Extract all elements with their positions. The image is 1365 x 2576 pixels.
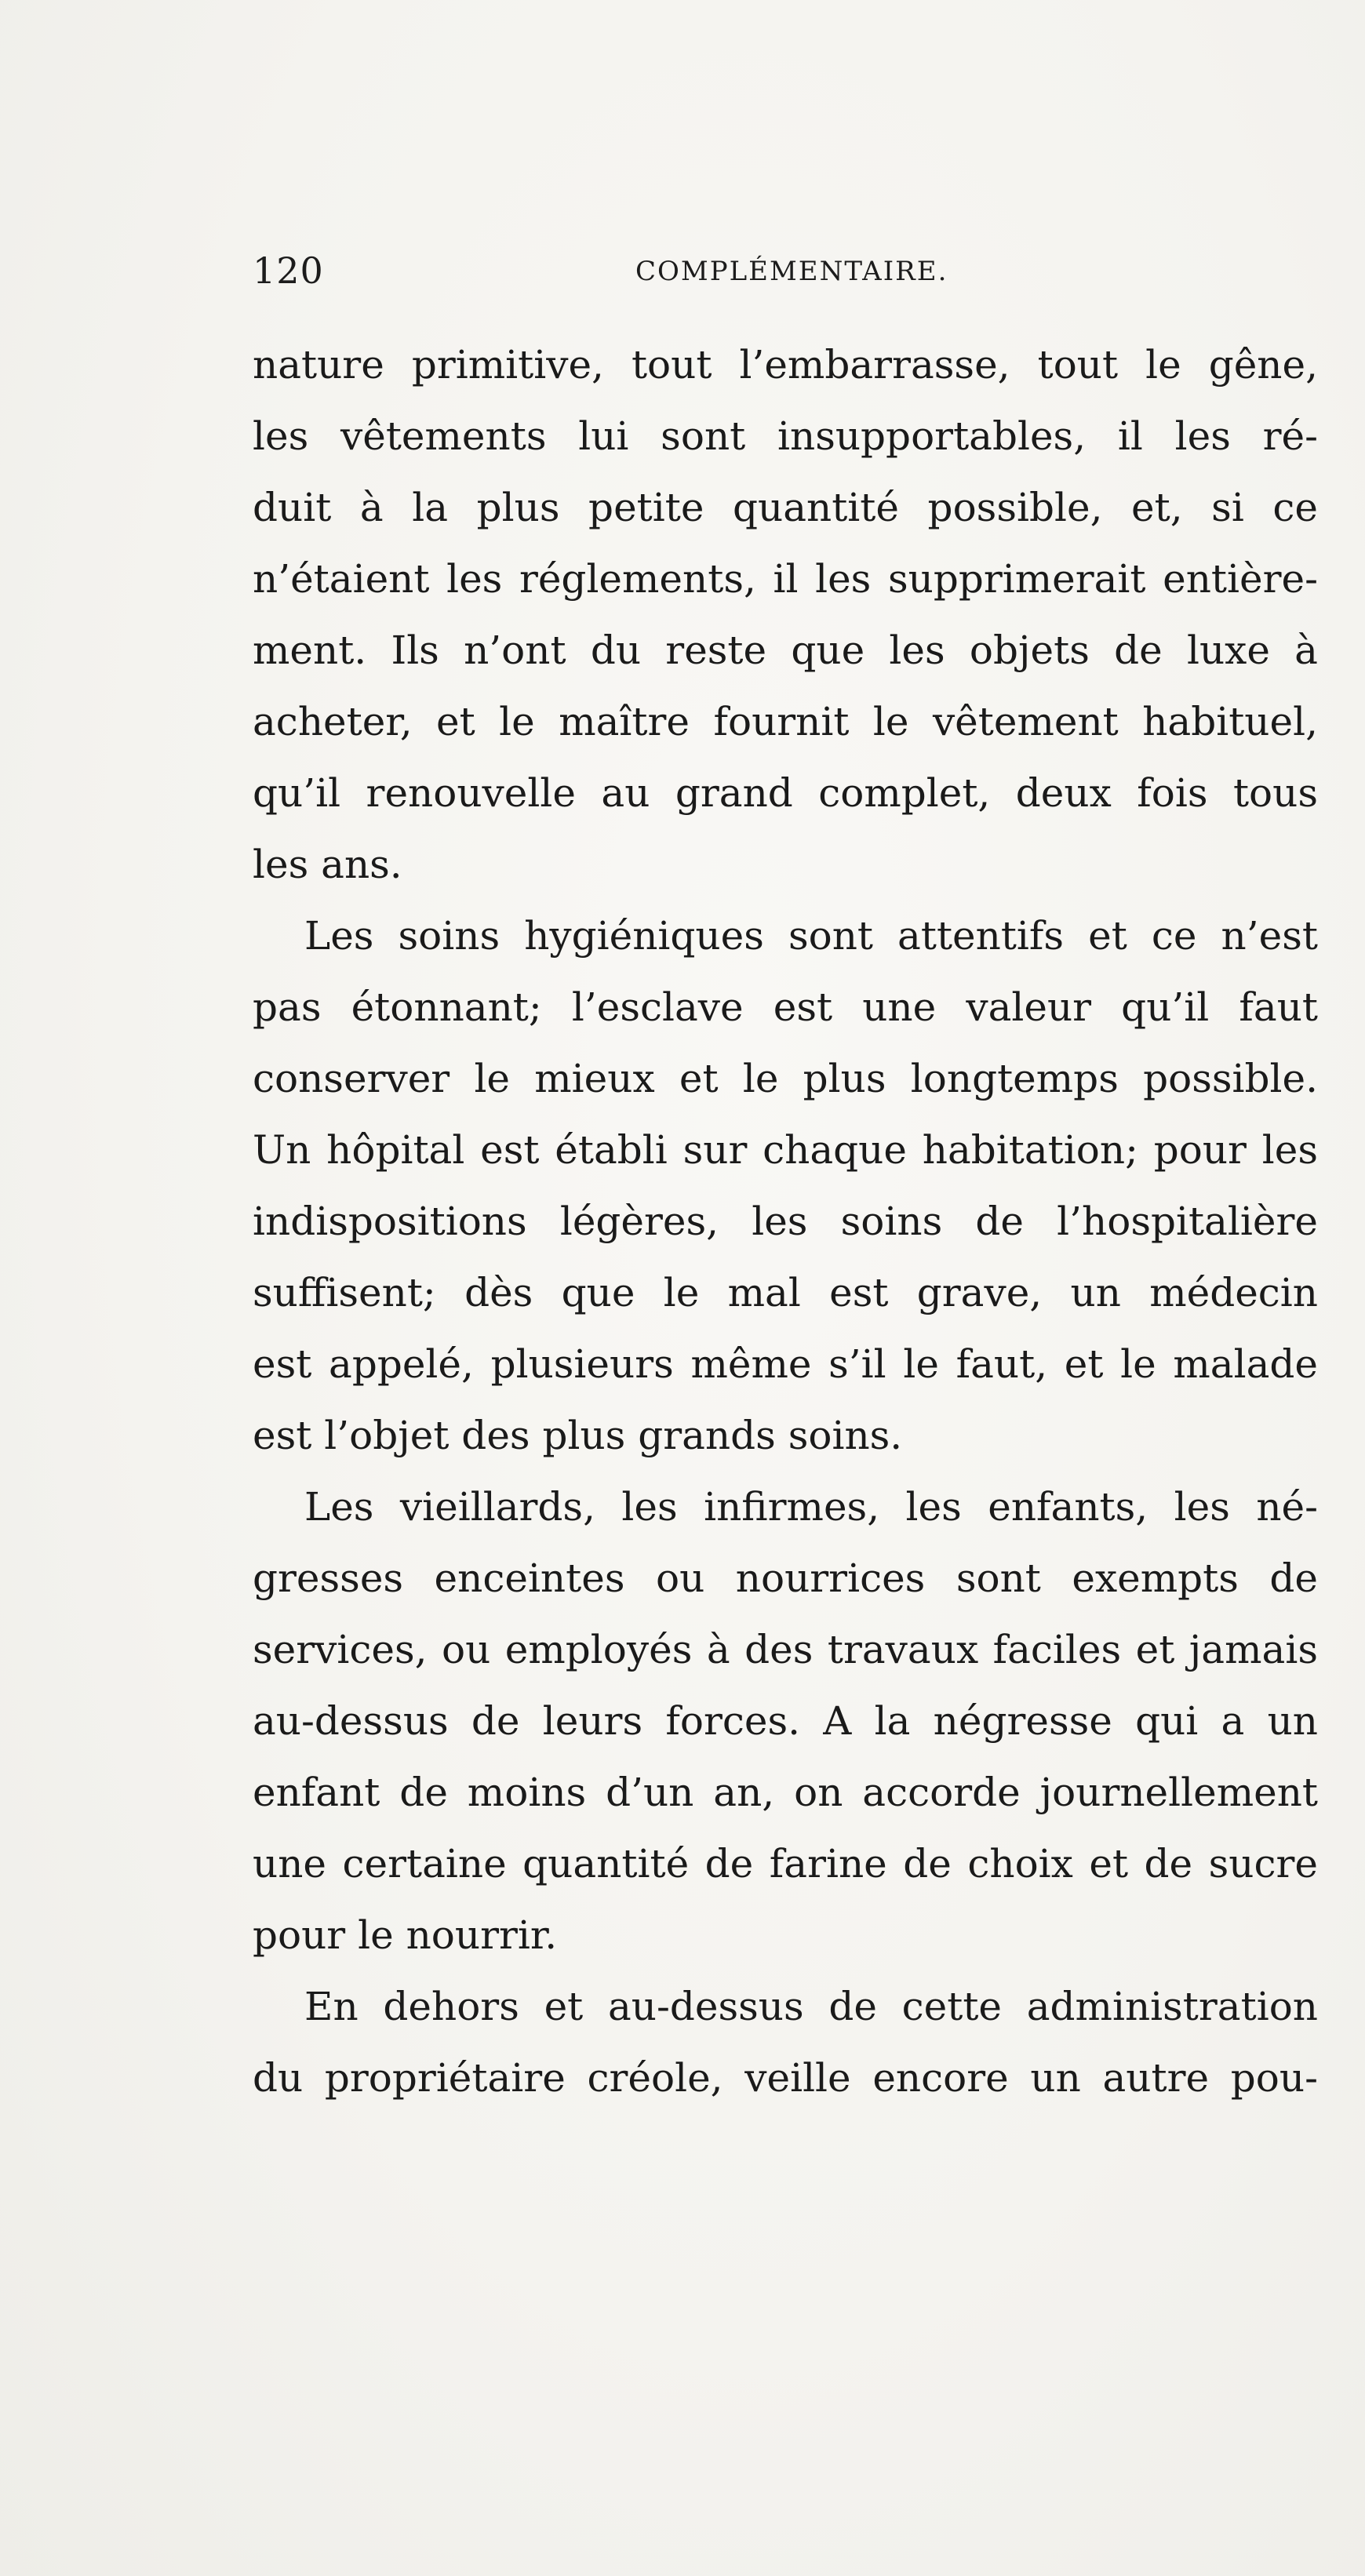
text-line: Les vieillards, les infirmes, les enfants, les né- [304, 1484, 1318, 1530]
text-line: gresses enceintes ou nourrices sont exempts de [253, 1555, 1318, 1601]
text-line: Un hôpital est établi sur chaque habitation; pour les [253, 1127, 1318, 1173]
text-line: les ans. [253, 842, 402, 887]
paragraph [253, 1971, 1318, 2114]
text-line: ment. Ils n’ont du reste que les objets de luxe à [253, 628, 1318, 673]
text-line: pour le nourrir. [253, 1912, 558, 1958]
text-line: une certaine quantité de farine de choix et de sucre [253, 1841, 1318, 1887]
text-line: acheter, et le maître fournit le vêtement habituel, [253, 699, 1318, 744]
text-line: est appelé, plusieurs même s’il le faut, et le malade [253, 1341, 1318, 1387]
text-line: au-dessus de leurs forces. A la négresse qui a un [253, 1698, 1318, 1744]
text-line: du propriétaire créole, veille encore un autre pou- [253, 2055, 1318, 2101]
body-text [253, 329, 1318, 2114]
text-line: Les soins hygiéniques sont attentifs et ce n’est [304, 913, 1318, 959]
text-line: conserver le mieux et le plus longtemps possible. [253, 1056, 1318, 1101]
text-line: En dehors et au-dessus de cette administration [304, 1984, 1318, 2029]
text-line: n’étaient les réglements, il les supprimerait entière- [253, 556, 1318, 602]
page-header [253, 249, 1318, 297]
paragraph [253, 1472, 1318, 1971]
page-number: 120 [253, 249, 324, 292]
text-line: suffisent; dès que le mal est grave, un médecin [253, 1270, 1318, 1315]
text-line: qu’il renouvelle au grand complet, deux fois tous [253, 770, 1318, 816]
text-line: services, ou employés à des travaux faciles et jamais [253, 1627, 1318, 1672]
text-line: pas étonnant; l’esclave est une valeur qu’il faut [253, 984, 1318, 1030]
text-line: les vêtements lui sont insupportables, il les ré- [253, 413, 1318, 459]
text-line: enfant de moins d’un an, on accorde journellement [253, 1770, 1318, 1815]
paragraph [253, 329, 1318, 901]
text-line: est l’objet des plus grands soins. [253, 1413, 903, 1458]
text-line: duit à la plus petite quantité possible, et, si ce [253, 485, 1318, 530]
text-line: indispositions légères, les soins de l’hospitalière [253, 1199, 1318, 1244]
running-title: COMPLÉMENTAIRE. [635, 256, 948, 287]
text-line: nature primitive, tout l’embarrasse, tout le gêne, [253, 342, 1318, 387]
paragraph [253, 901, 1318, 1472]
